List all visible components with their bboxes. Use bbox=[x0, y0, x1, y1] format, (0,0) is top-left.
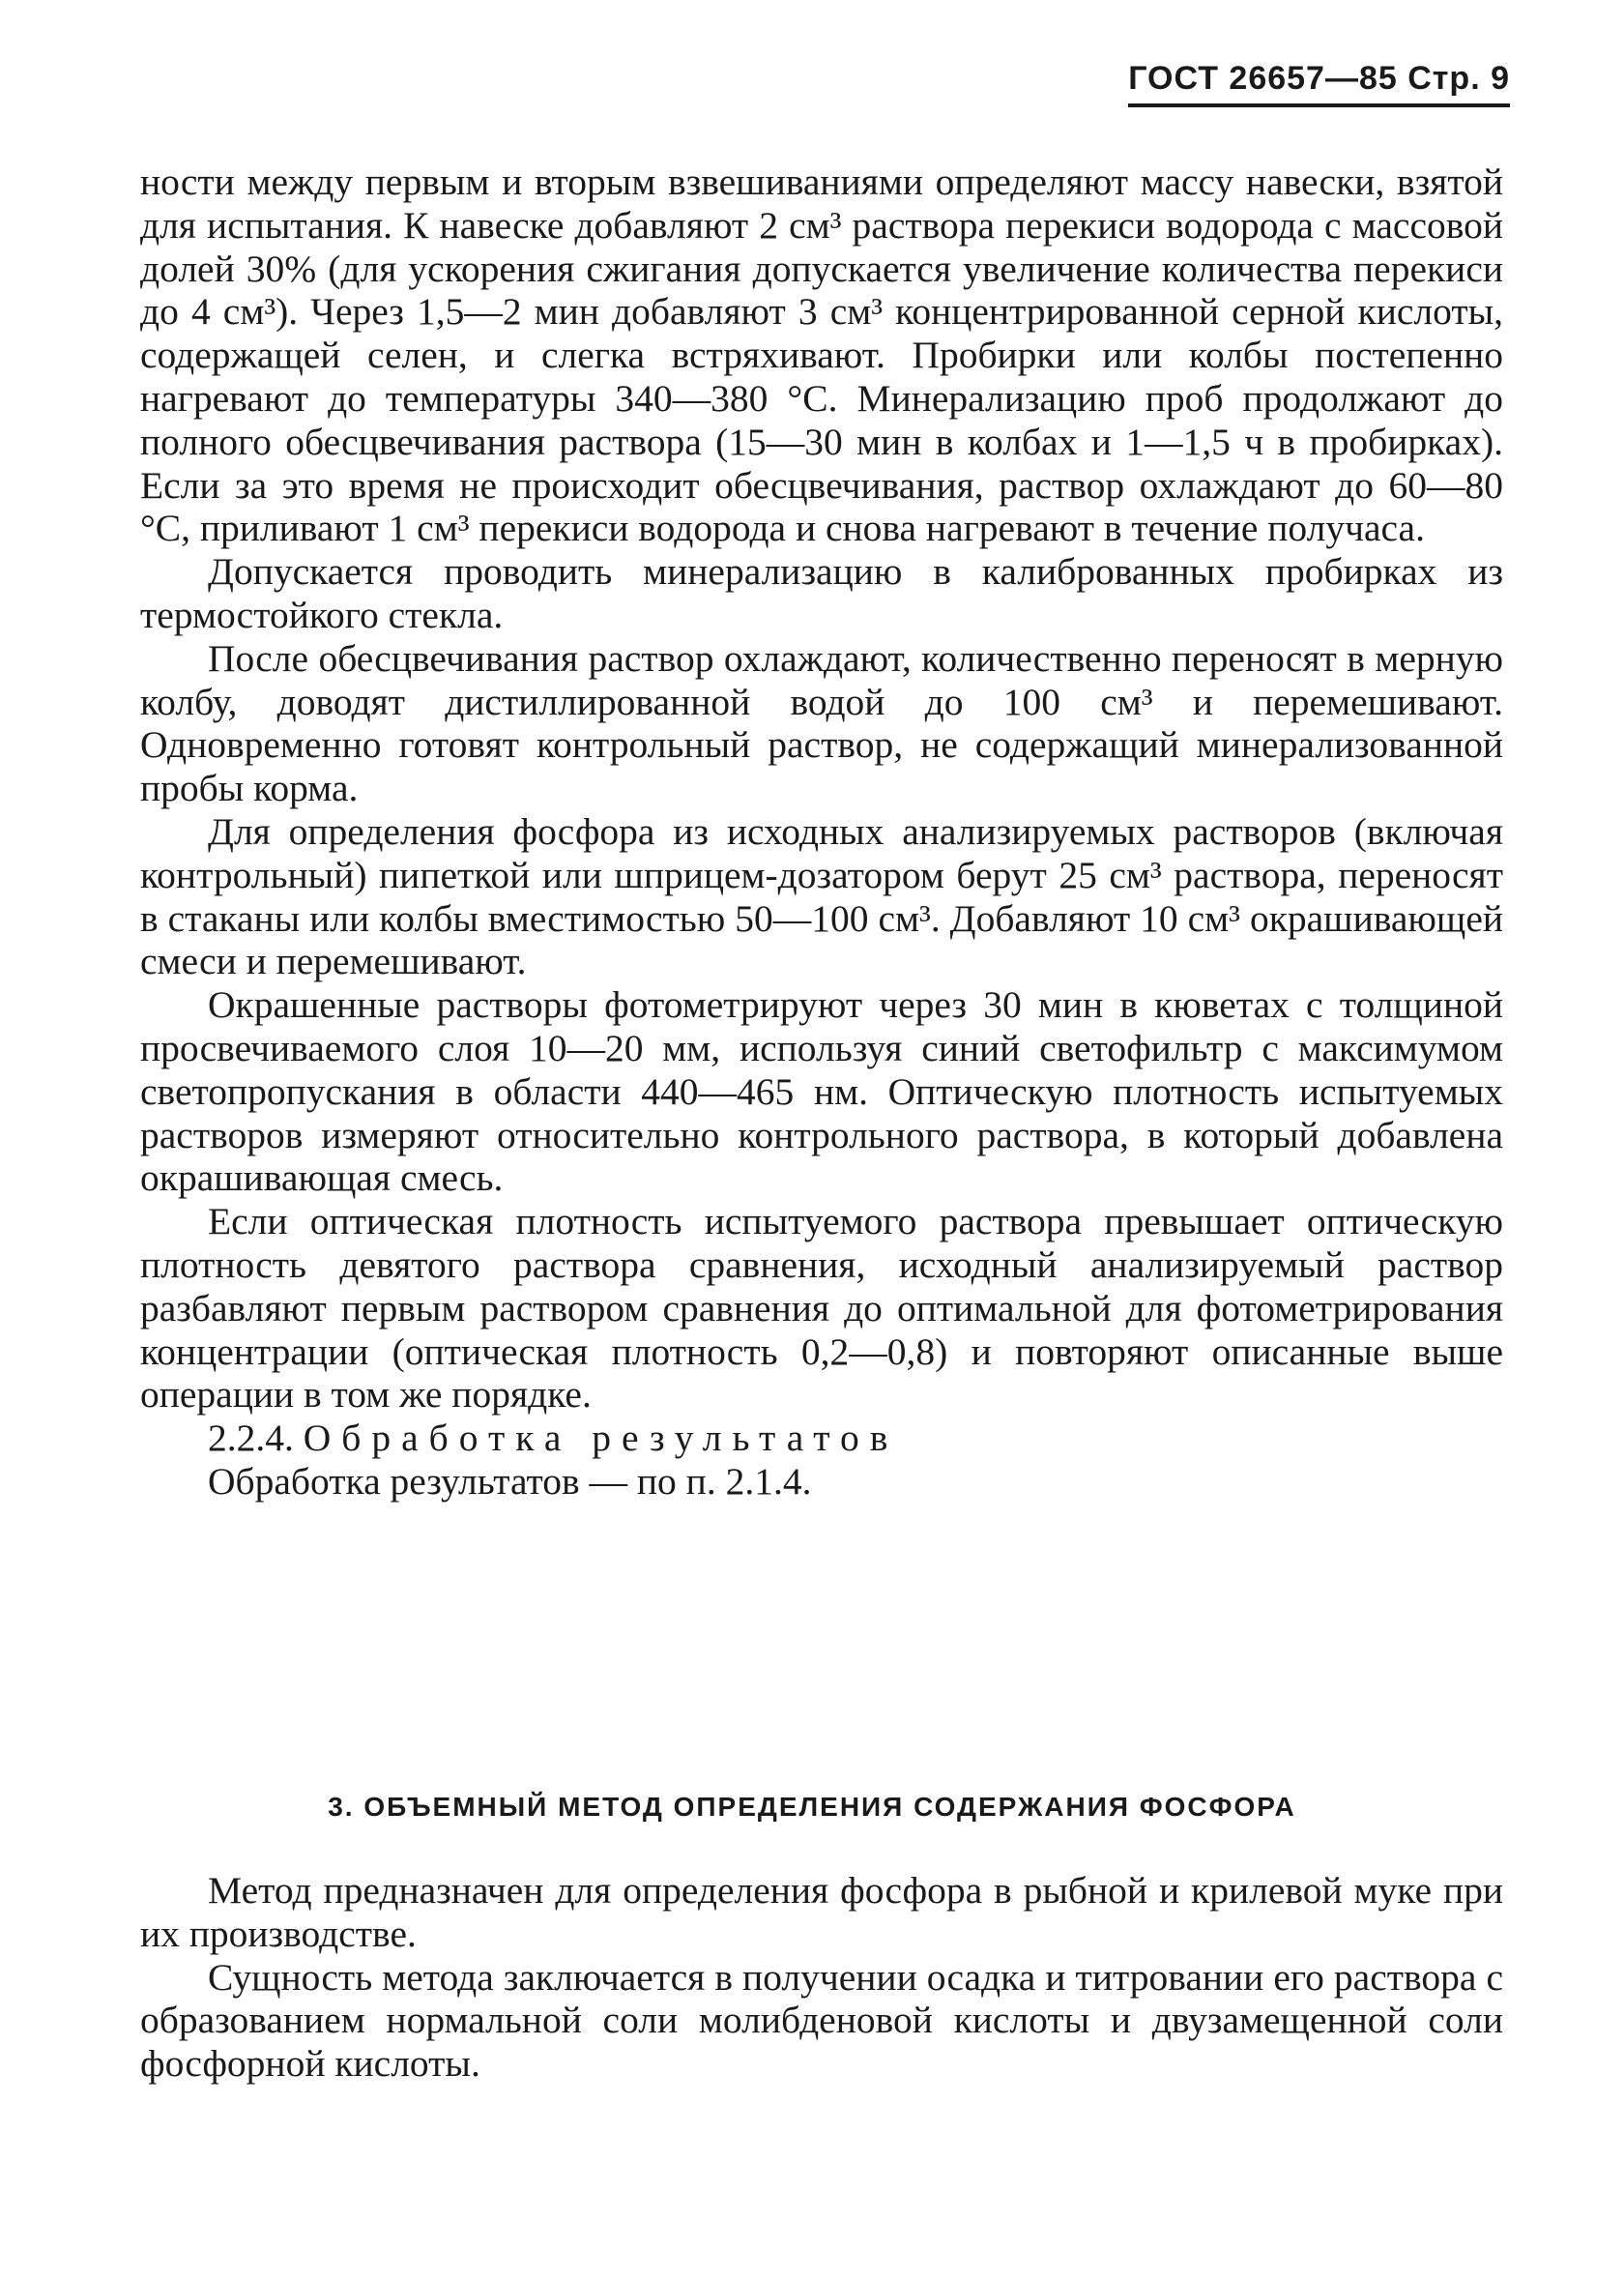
paragraph: Если оптическая плотность испытуемого раствора превышает оптическую плотность девятого раствора сравнения, исходный анализируемый раствор разбавляют первым раствором сравнения до оптимальной для фотометрирования концентрации (оптическая плотность 0,2—0,8) и повторяют описанные выше операции в том же порядке. bbox=[140, 1200, 1503, 1417]
subsection-number: 2.2.4. bbox=[208, 1417, 294, 1460]
paragraph: Для определения фосфора из исходных анализируемых растворов (включая контрольный) пипеткой или шприцем-дозатором берут 25 см³ раствора, переносят в стаканы или колбы вместимостью 50—100 см³. Добавляют 10 см³ окрашивающей смеси и перемешивают. bbox=[140, 809, 1503, 983]
subsection-title: Обработка результатов bbox=[303, 1417, 899, 1460]
section-body bbox=[140, 1869, 1503, 2086]
page-header: ГОСТ 26657—85 Стр. 9 bbox=[1128, 60, 1510, 107]
paragraph: Метод предназначен для определения фосфора в рыбной и крилевой муке при их производстве. bbox=[140, 1869, 1503, 1955]
body-text-block bbox=[140, 161, 1503, 1504]
paragraph: ности между первым и вторым взвешиваниями определяют массу навески, взятой для испытания. К навеске добавляют 2 см³ раствора перекиси водорода с массовой долей 30% (для ускорения сжигания допускается увеличение количества перекиси до 4 см³). Через 1,5—2 мин добавляют 3 см³ концентрированной серной кислоты, содержащей селен, и слегка встряхивают. Пробирки или колбы постепенно нагревают до температуры 340—380 °С. Минерализацию проб продолжают до полного обесцвечивания раствора (15—30 мин в колбах и 1—1,5 ч в пробирках). Если за это время не происходит обесцвечивания, раствор охлаждают до 60—80 °С, приливают 1 см³ перекиси водорода и снова нагревают в течение получаса. bbox=[140, 161, 1503, 550]
paragraph: Окрашенные растворы фотометрируют через 30 мин в кюветах с толщиной просвечиваемого слоя 10—20 мм, используя синий светофильтр с максимумом светопропускания в области 440—465 нм. Оптическую плотность испытуемых растворов измеряют относительно контрольного раствора, в который добавлена окрашивающая смесь. bbox=[140, 983, 1503, 1200]
paragraph: Допускается проводить минерализацию в калиброванных пробирках из термостойкого стекла. bbox=[140, 550, 1503, 636]
paragraph: Сущность метода заключается в получении осадка и титровании его раствора с образованием нормальной соли молибденовой кислоты и двузамещенной соли фосфорной кислоты. bbox=[140, 1955, 1503, 2086]
section-title: 3. ОБЪЕМНЫЙ МЕТОД ОПРЕДЕЛЕНИЯ СОДЕРЖАНИЯ ФОСФОРА bbox=[328, 1792, 1296, 1822]
subsection-body: Обработка результатов — по п. 2.1.4. bbox=[208, 1459, 812, 1503]
paragraph: После обесцвечивания раствор охлаждают, количественно переносят в мерную колбу, доводят дистиллированной водой до 100 см³ и перемешивают. Одновременно готовят контрольный раствор, не содержащий минерализованной пробы корма. bbox=[140, 636, 1503, 810]
subsection-heading bbox=[140, 1417, 1503, 1460]
